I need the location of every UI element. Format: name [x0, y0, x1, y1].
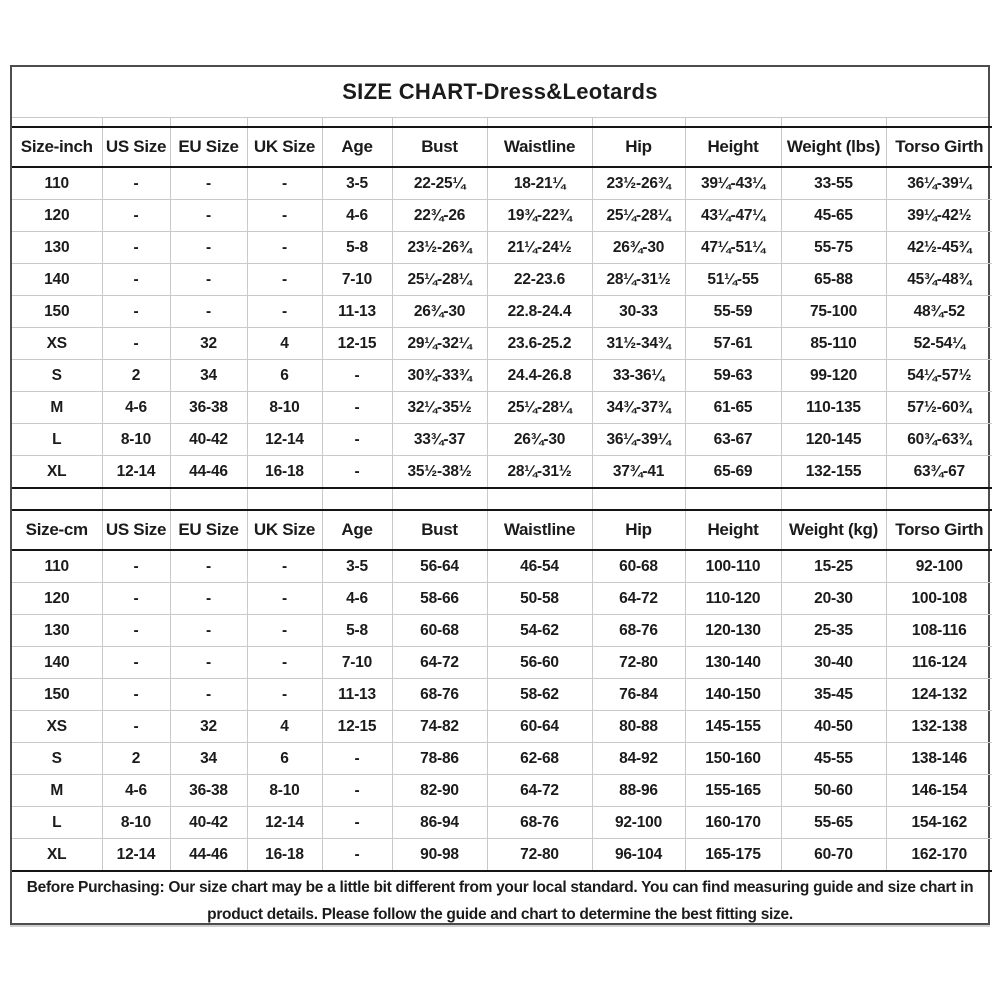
size-label-cell: XL	[12, 839, 102, 872]
measurement-cell: 124-132	[886, 679, 992, 711]
measurement-cell: 21¼-24½	[487, 232, 592, 264]
spacer-cell	[886, 488, 992, 510]
measurement-cell: -	[102, 200, 170, 232]
size-row-inch-120	[12, 200, 992, 232]
measurement-cell: 96-104	[592, 839, 685, 872]
measurement-cell: 34	[170, 360, 247, 392]
size-row-inch-s	[12, 360, 992, 392]
measurement-cell: 26¾-30	[487, 424, 592, 456]
measurement-cell: 80-88	[592, 711, 685, 743]
measurement-cell: -	[102, 647, 170, 679]
measurement-cell: 34¾-37¾	[592, 392, 685, 424]
measurement-cell: 55-65	[781, 807, 886, 839]
measurement-cell: 25¼-28¼	[487, 392, 592, 424]
measurement-cell: 7-10	[322, 264, 392, 296]
size-label-cell: XL	[12, 456, 102, 489]
measurement-cell: 55-75	[781, 232, 886, 264]
measurement-cell: 32	[170, 328, 247, 360]
measurement-cell: 8-10	[247, 392, 322, 424]
measurement-cell: 120-145	[781, 424, 886, 456]
measurement-cell: 165-175	[685, 839, 781, 872]
size-row-cm-l	[12, 807, 992, 839]
purchase-note-text: Before Purchasing: Our size chart may be a little bit different from your local standard. You can find measuring guide and size chart in product details. Please follow the guide and chart to determine the best fitting size.	[26, 879, 974, 923]
measurement-cell: 99-120	[781, 360, 886, 392]
measurement-cell: 57½-60¾	[886, 392, 992, 424]
spacer-row	[12, 488, 992, 510]
measurement-cell: 72-80	[487, 839, 592, 872]
measurement-cell: 68-76	[392, 679, 487, 711]
measurement-cell: -	[322, 839, 392, 872]
size-label-cell: 120	[12, 583, 102, 615]
measurement-cell: 19¾-22¾	[487, 200, 592, 232]
measurement-cell: 47¼-51¼	[685, 232, 781, 264]
size-row-inch-xs	[12, 328, 992, 360]
measurement-cell: 146-154	[886, 775, 992, 807]
measurement-cell: 36-38	[170, 392, 247, 424]
column-header: Age	[322, 510, 392, 550]
measurement-cell: 29¼-32¼	[392, 328, 487, 360]
measurement-cell: 8-10	[102, 424, 170, 456]
measurement-cell: 64-72	[392, 647, 487, 679]
measurement-cell: 8-10	[102, 807, 170, 839]
size-label-cell: 130	[12, 615, 102, 647]
measurement-cell: 4	[247, 328, 322, 360]
measurement-cell: 68-76	[487, 807, 592, 839]
measurement-cell: -	[102, 232, 170, 264]
measurement-cell: 132-138	[886, 711, 992, 743]
measurement-cell: -	[170, 647, 247, 679]
measurement-cell: 132-155	[781, 456, 886, 489]
measurement-cell: -	[247, 583, 322, 615]
measurement-cell: 4-6	[102, 775, 170, 807]
measurement-cell: 90-98	[392, 839, 487, 872]
measurement-cell: 58-62	[487, 679, 592, 711]
measurement-cell: 76-84	[592, 679, 685, 711]
measurement-cell: -	[170, 264, 247, 296]
spacer-cell	[685, 118, 781, 127]
measurement-cell: -	[102, 296, 170, 328]
measurement-cell: 16-18	[247, 839, 322, 872]
measurement-cell: 3-5	[322, 167, 392, 200]
size-label-cell: XS	[12, 328, 102, 360]
purchase-note	[12, 872, 988, 934]
measurement-cell: 5-8	[322, 232, 392, 264]
spacer-cell	[12, 488, 102, 510]
measurement-cell: -	[102, 711, 170, 743]
measurement-cell: 110-120	[685, 583, 781, 615]
measurement-cell: 154-162	[886, 807, 992, 839]
measurement-cell: 4-6	[322, 583, 392, 615]
measurement-cell: 12-15	[322, 711, 392, 743]
measurement-cell: 78-86	[392, 743, 487, 775]
size-label-cell: 110	[12, 167, 102, 200]
measurement-cell: 100-110	[685, 550, 781, 583]
measurement-cell: 56-60	[487, 647, 592, 679]
measurement-cell: 11-13	[322, 296, 392, 328]
measurement-cell: 50-58	[487, 583, 592, 615]
measurement-cell: 22-23.6	[487, 264, 592, 296]
measurement-cell: 25¼-28¼	[392, 264, 487, 296]
measurement-cell: 33-36¼	[592, 360, 685, 392]
size-chart-table	[12, 118, 992, 872]
measurement-cell: 32	[170, 711, 247, 743]
column-header: UK Size	[247, 510, 322, 550]
measurement-cell: 138-146	[886, 743, 992, 775]
measurement-cell: 12-14	[102, 456, 170, 489]
measurement-cell: 2	[102, 360, 170, 392]
size-row-inch-xl	[12, 456, 992, 489]
size-label-cell: 150	[12, 296, 102, 328]
measurement-cell: 4	[247, 711, 322, 743]
measurement-cell: 62-68	[487, 743, 592, 775]
measurement-cell: 140-150	[685, 679, 781, 711]
measurement-cell: -	[170, 679, 247, 711]
measurement-cell: 43¼-47¼	[685, 200, 781, 232]
measurement-cell: 92-100	[592, 807, 685, 839]
column-header: Height	[685, 510, 781, 550]
measurement-cell: 39¼-43¼	[685, 167, 781, 200]
measurement-cell: 150-160	[685, 743, 781, 775]
measurement-cell: -	[247, 167, 322, 200]
measurement-cell: -	[247, 550, 322, 583]
measurement-cell: -	[102, 167, 170, 200]
measurement-cell: 35-45	[781, 679, 886, 711]
measurement-cell: 60-68	[392, 615, 487, 647]
size-row-cm-xs	[12, 711, 992, 743]
measurement-cell: 8-10	[247, 775, 322, 807]
measurement-cell: 5-8	[322, 615, 392, 647]
column-header: US Size	[102, 510, 170, 550]
spacer-cell	[592, 118, 685, 127]
size-row-inch-l	[12, 424, 992, 456]
measurement-cell: -	[102, 679, 170, 711]
measurement-cell: -	[170, 615, 247, 647]
cm-header-row	[12, 510, 992, 550]
measurement-cell: 18-21¼	[487, 167, 592, 200]
measurement-cell: 54-62	[487, 615, 592, 647]
size-row-inch-130	[12, 232, 992, 264]
measurement-cell: 44-46	[170, 839, 247, 872]
measurement-cell: 51¼-55	[685, 264, 781, 296]
measurement-cell: -	[247, 200, 322, 232]
measurement-cell: 33-55	[781, 167, 886, 200]
measurement-cell: 86-94	[392, 807, 487, 839]
size-row-cm-110	[12, 550, 992, 583]
measurement-cell: -	[322, 807, 392, 839]
measurement-cell: 6	[247, 743, 322, 775]
measurement-cell: 57-61	[685, 328, 781, 360]
measurement-cell: 26¾-30	[592, 232, 685, 264]
size-label-cell: S	[12, 743, 102, 775]
measurement-cell: 63¾-67	[886, 456, 992, 489]
column-header: Weight (lbs)	[781, 127, 886, 167]
measurement-cell: -	[170, 200, 247, 232]
measurement-cell: 20-30	[781, 583, 886, 615]
measurement-cell: 145-155	[685, 711, 781, 743]
measurement-cell: 88-96	[592, 775, 685, 807]
column-header: UK Size	[247, 127, 322, 167]
measurement-cell: 37¾-41	[592, 456, 685, 489]
measurement-cell: 74-82	[392, 711, 487, 743]
measurement-cell: 85-110	[781, 328, 886, 360]
measurement-cell: 64-72	[592, 583, 685, 615]
measurement-cell: 3-5	[322, 550, 392, 583]
measurement-cell: 108-116	[886, 615, 992, 647]
measurement-cell: 55-59	[685, 296, 781, 328]
size-label-cell: M	[12, 392, 102, 424]
measurement-cell: -	[247, 296, 322, 328]
column-header: Size-cm	[12, 510, 102, 550]
measurement-cell: -	[322, 392, 392, 424]
spacer-cell	[781, 488, 886, 510]
measurement-cell: 15-25	[781, 550, 886, 583]
measurement-cell: 42½-45¾	[886, 232, 992, 264]
size-row-cm-150	[12, 679, 992, 711]
measurement-cell: -	[247, 232, 322, 264]
measurement-cell: 100-108	[886, 583, 992, 615]
measurement-cell: 36¼-39¼	[592, 424, 685, 456]
measurement-cell: 60-68	[592, 550, 685, 583]
spacer-cell	[170, 118, 247, 127]
spacer-cell	[392, 118, 487, 127]
measurement-cell: 45¾-48¾	[886, 264, 992, 296]
column-header: Weight (kg)	[781, 510, 886, 550]
measurement-cell: 63-67	[685, 424, 781, 456]
spacer-cell	[781, 118, 886, 127]
measurement-cell: 82-90	[392, 775, 487, 807]
measurement-cell: 45-65	[781, 200, 886, 232]
size-row-cm-130	[12, 615, 992, 647]
column-header: Hip	[592, 127, 685, 167]
column-header: Torso Girth	[886, 510, 992, 550]
measurement-cell: 28¼-31½	[487, 456, 592, 489]
measurement-cell: -	[102, 615, 170, 647]
measurement-cell: 33¾-37	[392, 424, 487, 456]
spacer-cell	[322, 118, 392, 127]
spacer-cell	[322, 488, 392, 510]
size-label-cell: XS	[12, 711, 102, 743]
measurement-cell: -	[247, 615, 322, 647]
measurement-cell: 44-46	[170, 456, 247, 489]
column-header: Age	[322, 127, 392, 167]
size-chart-panel	[10, 65, 990, 925]
measurement-cell: 22-25¼	[392, 167, 487, 200]
measurement-cell: -	[170, 167, 247, 200]
size-label-cell: L	[12, 807, 102, 839]
measurement-cell: 12-14	[247, 807, 322, 839]
measurement-cell: 6	[247, 360, 322, 392]
measurement-cell: 32¼-35½	[392, 392, 487, 424]
inch-header-row	[12, 127, 992, 167]
measurement-cell: 64-72	[487, 775, 592, 807]
measurement-cell: 35½-38½	[392, 456, 487, 489]
measurement-cell: 22.8-24.4	[487, 296, 592, 328]
measurement-cell: 26¾-30	[392, 296, 487, 328]
measurement-cell: -	[102, 328, 170, 360]
measurement-cell: 16-18	[247, 456, 322, 489]
measurement-cell: 23½-26¾	[392, 232, 487, 264]
measurement-cell: 61-65	[685, 392, 781, 424]
size-label-cell: 110	[12, 550, 102, 583]
column-header: Bust	[392, 127, 487, 167]
column-header: Bust	[392, 510, 487, 550]
spacer-cell	[487, 488, 592, 510]
measurement-cell: 12-14	[102, 839, 170, 872]
measurement-cell: 4-6	[102, 392, 170, 424]
spacer-cell	[12, 118, 102, 127]
measurement-cell: -	[247, 679, 322, 711]
measurement-cell: 31½-34¾	[592, 328, 685, 360]
measurement-cell: 23.6-25.2	[487, 328, 592, 360]
measurement-cell: 45-55	[781, 743, 886, 775]
measurement-cell: 75-100	[781, 296, 886, 328]
size-label-cell: S	[12, 360, 102, 392]
measurement-cell: 48¾-52	[886, 296, 992, 328]
measurement-cell: 46-54	[487, 550, 592, 583]
size-label-cell: 120	[12, 200, 102, 232]
measurement-cell: 58-66	[392, 583, 487, 615]
column-header: EU Size	[170, 127, 247, 167]
measurement-cell: 25-35	[781, 615, 886, 647]
column-header: EU Size	[170, 510, 247, 550]
measurement-cell: 4-6	[322, 200, 392, 232]
spacer-cell	[170, 488, 247, 510]
measurement-cell: -	[247, 264, 322, 296]
measurement-cell: 39¼-42½	[886, 200, 992, 232]
measurement-cell: -	[247, 647, 322, 679]
size-label-cell: 150	[12, 679, 102, 711]
spacer-cell	[102, 488, 170, 510]
size-row-inch-150	[12, 296, 992, 328]
measurement-cell: 65-88	[781, 264, 886, 296]
measurement-cell: 2	[102, 743, 170, 775]
measurement-cell: 116-124	[886, 647, 992, 679]
measurement-cell: 28¼-31½	[592, 264, 685, 296]
measurement-cell: 23½-26¾	[592, 167, 685, 200]
measurement-cell: -	[170, 232, 247, 264]
spacer-cell	[592, 488, 685, 510]
measurement-cell: 54¼-57½	[886, 360, 992, 392]
measurement-cell: 40-42	[170, 807, 247, 839]
spacer-row	[12, 118, 992, 127]
measurement-cell: -	[322, 456, 392, 489]
size-row-cm-s	[12, 743, 992, 775]
measurement-cell: -	[322, 424, 392, 456]
size-row-inch-110	[12, 167, 992, 200]
spacer-cell	[886, 118, 992, 127]
column-header: Hip	[592, 510, 685, 550]
size-row-inch-m	[12, 392, 992, 424]
measurement-cell: 40-50	[781, 711, 886, 743]
column-header: US Size	[102, 127, 170, 167]
chart-title: SIZE CHART-Dress&Leotards	[12, 67, 988, 118]
spacer-cell	[392, 488, 487, 510]
measurement-cell: 30¾-33¾	[392, 360, 487, 392]
measurement-cell: 40-42	[170, 424, 247, 456]
measurement-cell: 52-54¼	[886, 328, 992, 360]
measurement-cell: 25¼-28¼	[592, 200, 685, 232]
column-header: Size-inch	[12, 127, 102, 167]
measurement-cell: 60-70	[781, 839, 886, 872]
measurement-cell: -	[170, 550, 247, 583]
measurement-cell: 92-100	[886, 550, 992, 583]
size-row-cm-120	[12, 583, 992, 615]
measurement-cell: 59-63	[685, 360, 781, 392]
measurement-cell: 11-13	[322, 679, 392, 711]
measurement-cell: 65-69	[685, 456, 781, 489]
spacer-cell	[685, 488, 781, 510]
measurement-cell: -	[322, 743, 392, 775]
measurement-cell: 60¾-63¾	[886, 424, 992, 456]
size-row-cm-xl	[12, 839, 992, 872]
spacer-cell	[247, 488, 322, 510]
measurement-cell: 12-15	[322, 328, 392, 360]
column-header: Waistline	[487, 510, 592, 550]
column-header: Waistline	[487, 127, 592, 167]
measurement-cell: 36-38	[170, 775, 247, 807]
measurement-cell: -	[170, 296, 247, 328]
measurement-cell: 34	[170, 743, 247, 775]
measurement-cell: 160-170	[685, 807, 781, 839]
measurement-cell: -	[102, 264, 170, 296]
size-label-cell: L	[12, 424, 102, 456]
measurement-cell: 130-140	[685, 647, 781, 679]
measurement-cell: 60-64	[487, 711, 592, 743]
measurement-cell: 7-10	[322, 647, 392, 679]
spacer-cell	[247, 118, 322, 127]
measurement-cell: 120-130	[685, 615, 781, 647]
measurement-cell: 30-33	[592, 296, 685, 328]
measurement-cell: 84-92	[592, 743, 685, 775]
measurement-cell: -	[102, 583, 170, 615]
measurement-cell: 24.4-26.8	[487, 360, 592, 392]
measurement-cell: 56-64	[392, 550, 487, 583]
measurement-cell: 72-80	[592, 647, 685, 679]
column-header: Torso Girth	[886, 127, 992, 167]
size-row-cm-140	[12, 647, 992, 679]
measurement-cell: -	[322, 775, 392, 807]
measurement-cell: 30-40	[781, 647, 886, 679]
size-label-cell: M	[12, 775, 102, 807]
size-label-cell: 130	[12, 232, 102, 264]
size-row-inch-140	[12, 264, 992, 296]
size-label-cell: 140	[12, 647, 102, 679]
measurement-cell: 162-170	[886, 839, 992, 872]
measurement-cell: 68-76	[592, 615, 685, 647]
measurement-cell: 155-165	[685, 775, 781, 807]
measurement-cell: 50-60	[781, 775, 886, 807]
size-label-cell: 140	[12, 264, 102, 296]
measurement-cell: 12-14	[247, 424, 322, 456]
measurement-cell: -	[170, 583, 247, 615]
spacer-cell	[487, 118, 592, 127]
measurement-cell: 22¾-26	[392, 200, 487, 232]
measurement-cell: 36¼-39¼	[886, 167, 992, 200]
measurement-cell: -	[322, 360, 392, 392]
spacer-cell	[102, 118, 170, 127]
measurement-cell: -	[102, 550, 170, 583]
size-row-cm-m	[12, 775, 992, 807]
measurement-cell: 110-135	[781, 392, 886, 424]
column-header: Height	[685, 127, 781, 167]
